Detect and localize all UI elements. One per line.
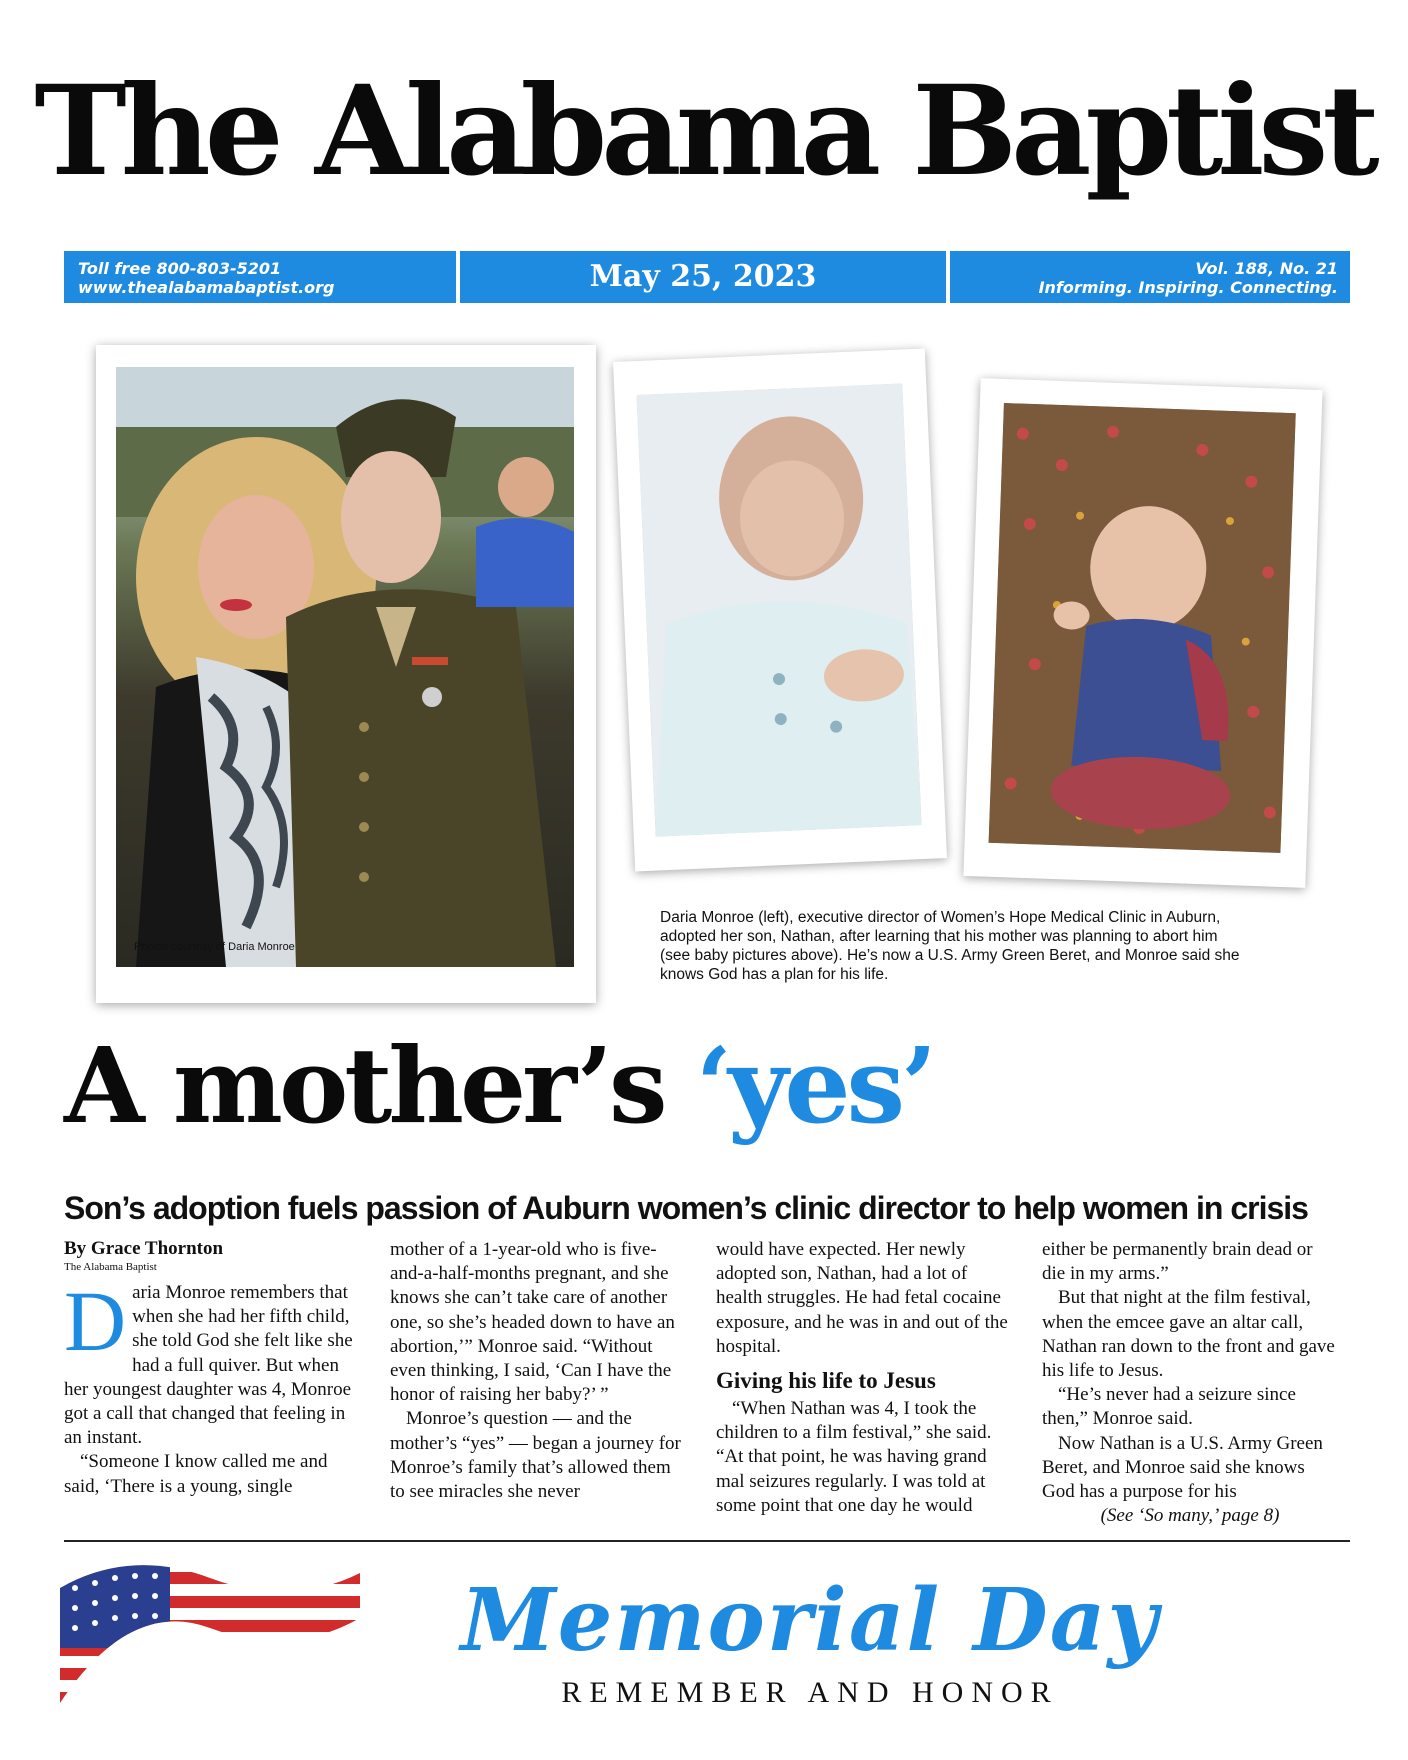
paragraph: “When Nathan was 4, I took the children to a film festival,” she said. “At that point, he was having grand mal seizures regularly. I was told at some point that one day he would [716, 1398, 992, 1516]
headline-accent: ‘yes’ [695, 1024, 934, 1147]
photo-toddler-in-flowers [989, 403, 1296, 853]
memorial-day-banner: Memorial Day [460, 1570, 1160, 1671]
volume-bar [950, 251, 1350, 303]
memorial-day-subtitle: REMEMBER AND HONOR [561, 1676, 1059, 1709]
byline: By Grace Thornton [64, 1238, 224, 1259]
photo-credit: Photos courtesy of Daria Monroe [134, 941, 295, 953]
paragraph: But that night at the film festival, when the emcee gave an altar call, Nathan ran down to the front and gave his life to Jesus. [1042, 1287, 1335, 1382]
tagline: Informing. Inspiring. Connecting. [1038, 278, 1338, 297]
jump-link[interactable]: (See ‘So many,’ page 8) [1100, 1505, 1280, 1527]
issue-date: May 25, 2023 [589, 259, 817, 294]
photo-frame-main [96, 345, 596, 1003]
article-column-4 [1042, 1238, 1338, 1528]
photo-frame-newborn [613, 348, 947, 871]
masthead-title: The Alabama Baptist [34, 59, 1374, 204]
paragraph: either be permanently brain dead or die in my arms.” [1042, 1239, 1313, 1285]
deck-subheadline: Son’s adoption fuels passion of Auburn women’s clinic director to help women in crisis [64, 1190, 1308, 1226]
article-column-2 [390, 1238, 686, 1504]
paragraph: “Someone I know called me and said, ‘There is a young, single [64, 1451, 328, 1497]
headline [64, 1024, 934, 1147]
paragraph: would have expected. Her newly adopted son, Nathan, had a lot of health struggles. He had fetal cocaine exposure, and he was in and out of the hospital. [716, 1239, 1008, 1357]
section-subhead: Giving his life to Jesus [716, 1368, 936, 1394]
headline-main: A mother’s [64, 1024, 696, 1147]
paragraph: “He’s never had a seizure since then,” Monroe said. [1042, 1384, 1296, 1430]
article-column-3 [716, 1238, 1012, 1518]
photo-frame-toddler [963, 378, 1322, 888]
photo-mother-and-son [116, 367, 574, 967]
paragraph: mother of a 1-year-old who is five-and-a-half-months pregnant, and she knows she can’t take care of another one, so she’s headed down to have an abortion,’” Monroe said. “Without even thinking, I said, ‘Can I have the honor of raising her baby?’ ” [390, 1239, 675, 1406]
paragraph: Monroe’s question — and the mother’s “yes” — began a journey for Monroe’s family that’s allowed them to see miracles she never [390, 1408, 681, 1503]
contact-bar [64, 251, 456, 303]
article-column-1 [64, 1238, 360, 1499]
photo-newborn [636, 383, 921, 836]
paragraph: aria Monroe remembers that when she had her fifth child, she told God she felt like she had a full quiver. But when her youngest daughter was 4, Monroe got a call that changed that feeling in an instant. [64, 1282, 353, 1449]
photo-caption: Daria Monroe (left), executive director of Women’s Hope Medical Clinic in Auburn, adopted her son, Nathan, after learning that his mother was planning to abort him (see baby pictures above). He’s now a U.S. Army Green Beret, and Monroe said she knows God has a plan for his life. [660, 909, 1240, 983]
date-bar [460, 251, 946, 303]
american-flag-icon [60, 1548, 360, 1703]
drop-cap: D [64, 1273, 127, 1369]
phone-number: Toll free 800-803-5201 [78, 259, 282, 278]
divider-rule [64, 1540, 1350, 1542]
website-link[interactable]: www.thealabamabaptist.org [78, 278, 335, 297]
volume-number: Vol. 188, No. 21 [1195, 259, 1338, 278]
byline-organization: The Alabama Baptist [64, 1261, 157, 1273]
paragraph: Now Nathan is a U.S. Army Green Beret, and Monroe said she knows God has a purpose for his [1042, 1432, 1323, 1503]
